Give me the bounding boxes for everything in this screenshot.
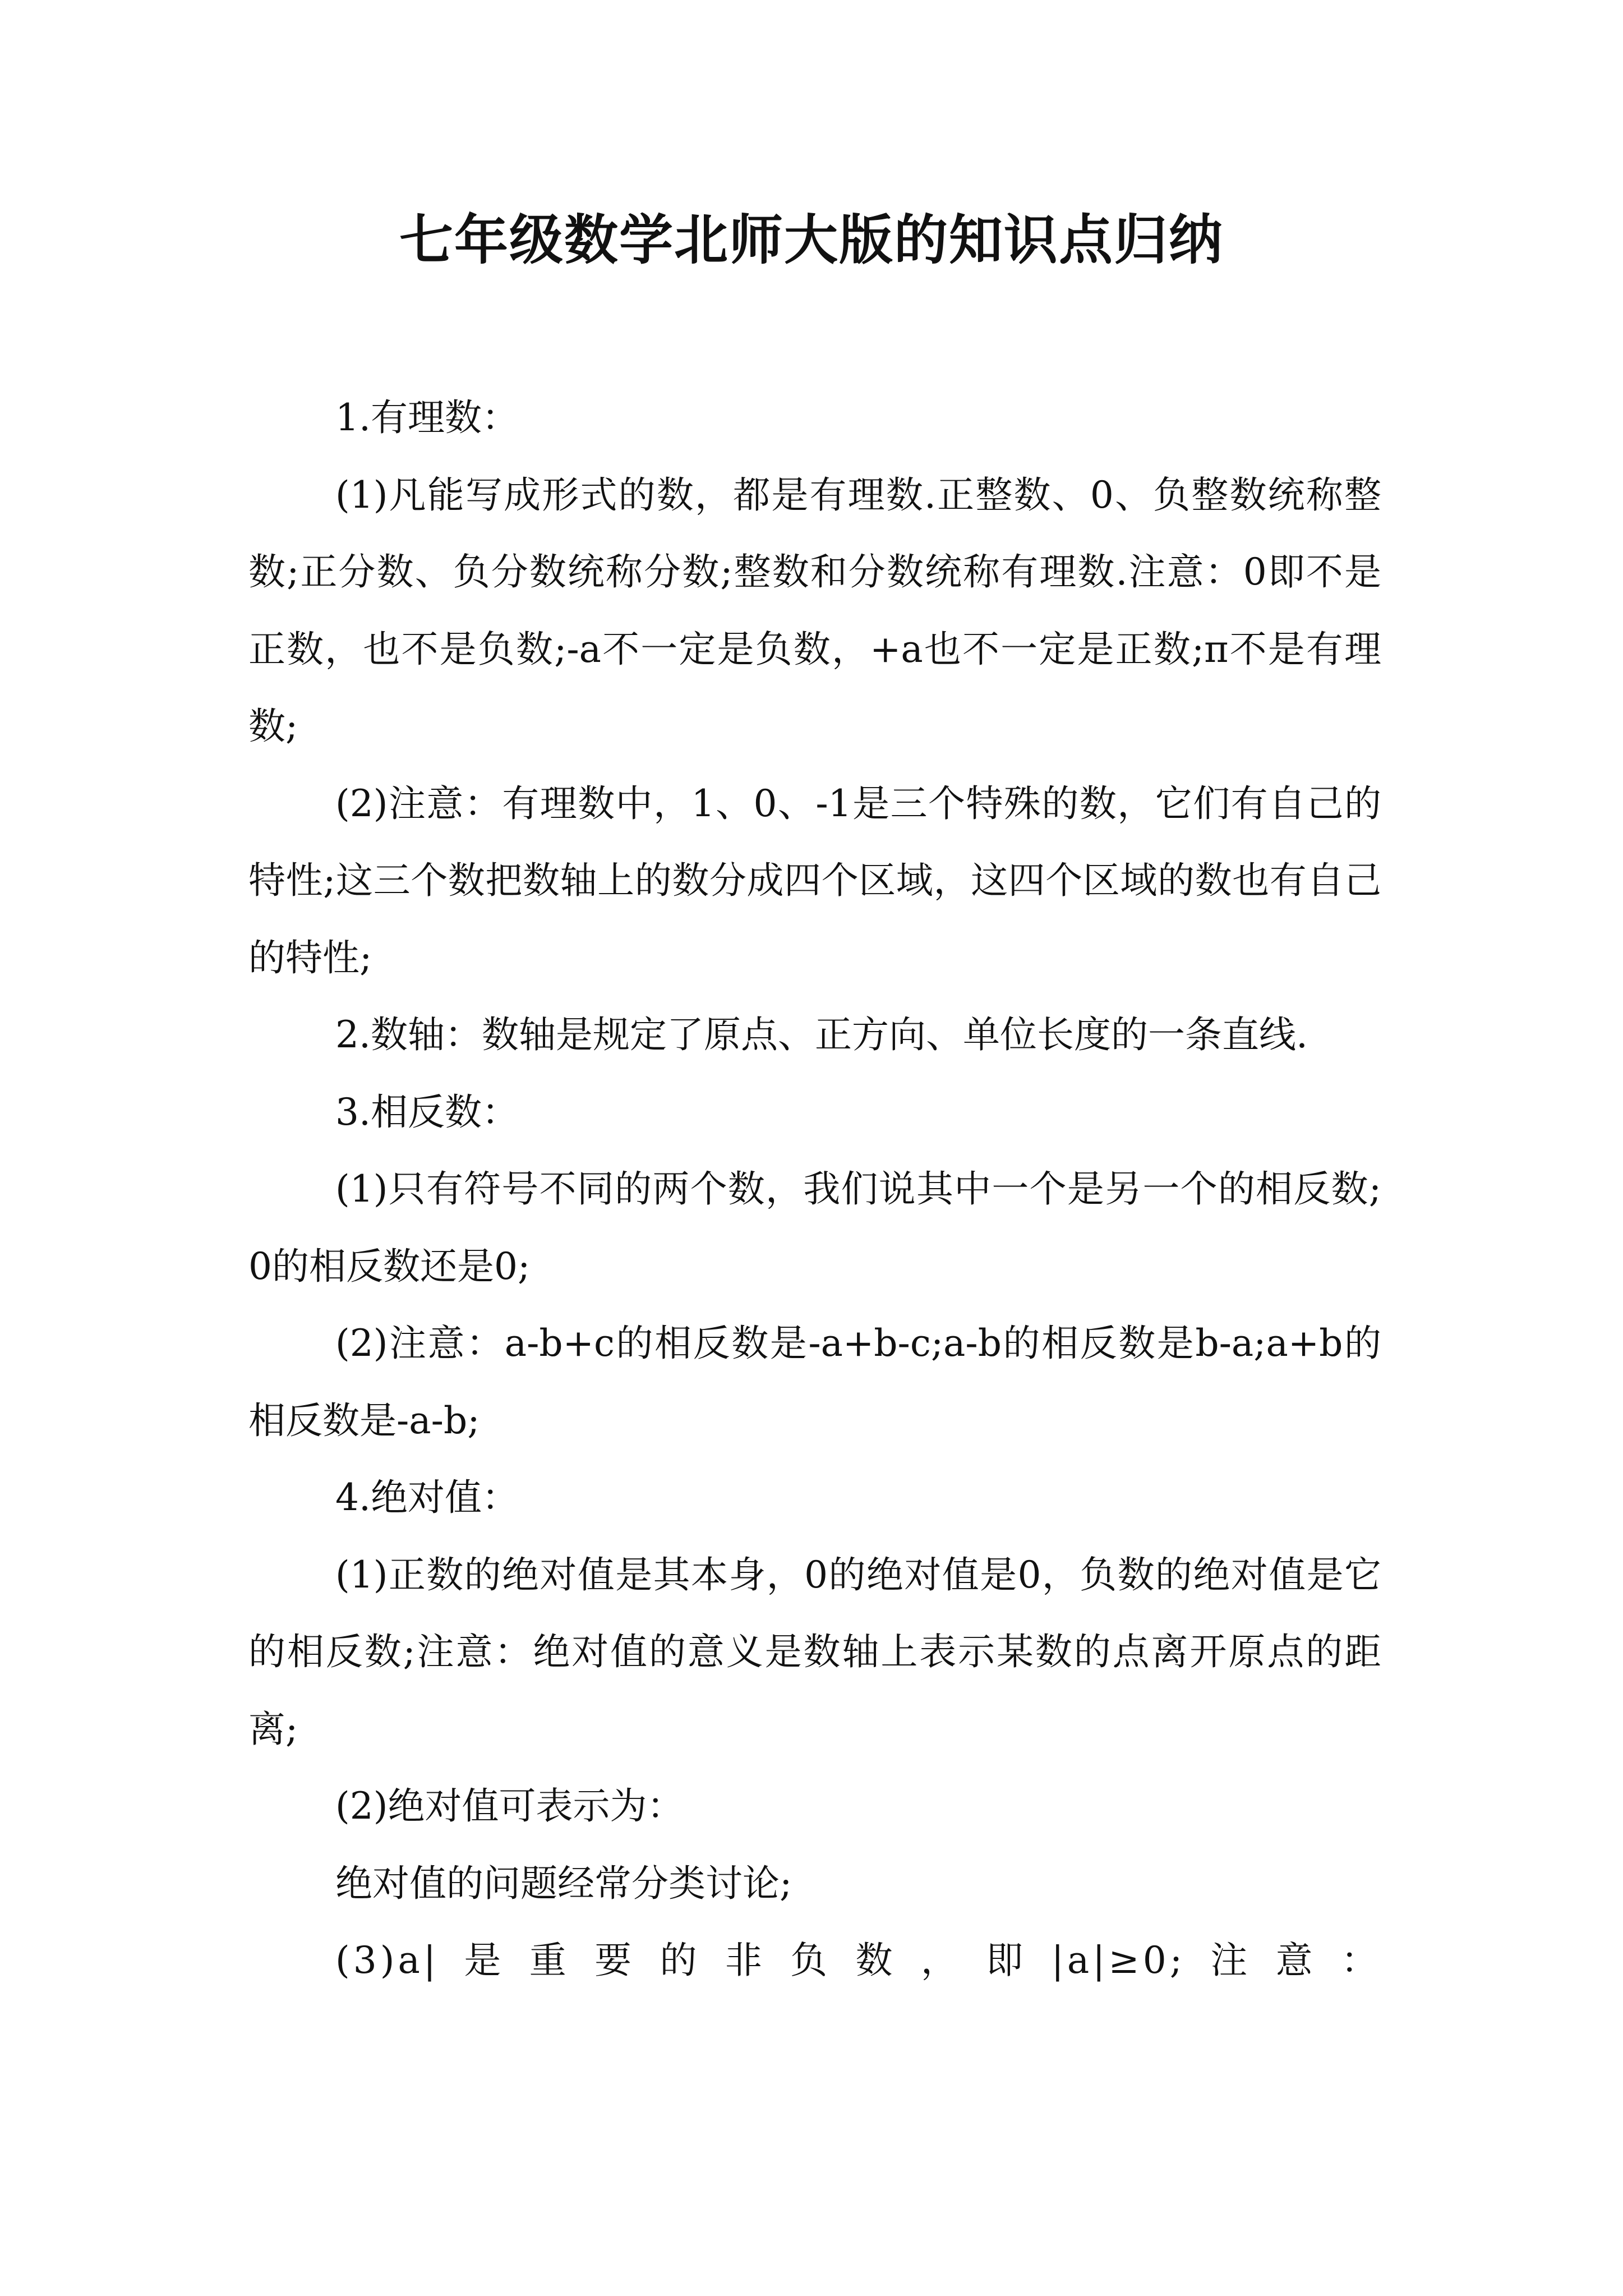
paragraph-opposite-numbers-definition: (1)只有符号不同的两个数，我们说其中一个是另一个的相反数;0的相反数还是0; — [248, 1167, 1381, 1288]
paragraph-rational-numbers-heading: 1.有理数： — [335, 396, 519, 439]
paragraph-opposite-numbers-note: (2)注意：a-b+c的相反数是-a+b-c;a-b的相反数是b-a;a+b的相反数是-a-b; — [248, 1322, 1381, 1442]
paragraph-number-line: 2.数轴：数轴是规定了原点、正方向、单位长度的一条直线. — [335, 1013, 1308, 1056]
paragraph-absolute-value-heading: 4.绝对值： — [335, 1476, 519, 1519]
paragraph-absolute-value-discussion: 绝对值的问题经常分类讨论; — [335, 1861, 792, 1905]
paragraph-rational-numbers-definition: (1)凡能写成形式的数，都是有理数.正整数、0、负整数统称整数;正分数、负分数统称分数;整数和分数统称有理数.注意：0即不是正数，也不是负数;-a不一定是负数，+a也不一定是正数;π不是有理数; — [248, 473, 1381, 748]
paragraph-absolute-value-expression: (2)绝对值可表示为： — [335, 1784, 684, 1828]
document-title: 七年级数学北师大版的知识点归纳 — [399, 209, 1224, 272]
paragraph-absolute-value-definition: (1)正数的绝对值是其本身，0的绝对值是0，负数的绝对值是它的相反数;注意：绝对值的意义是数轴上表示某数的点离开原点的距离; — [248, 1553, 1381, 1751]
paragraph-opposite-numbers-heading: 3.相反数： — [335, 1090, 519, 1134]
paragraph-absolute-value-nonnegative: (3)a|是重要的非负数，即|a|≥0;注意： — [335, 1939, 1381, 1982]
paragraph-rational-numbers-note: (2)注意：有理数中，1、0、-1是三个特殊的数，它们有自己的特性;这三个数把数轴上的数分成四个区域，这四个区域的数也有自己的特性; — [248, 781, 1381, 979]
document-body — [248, 379, 1381, 1999]
